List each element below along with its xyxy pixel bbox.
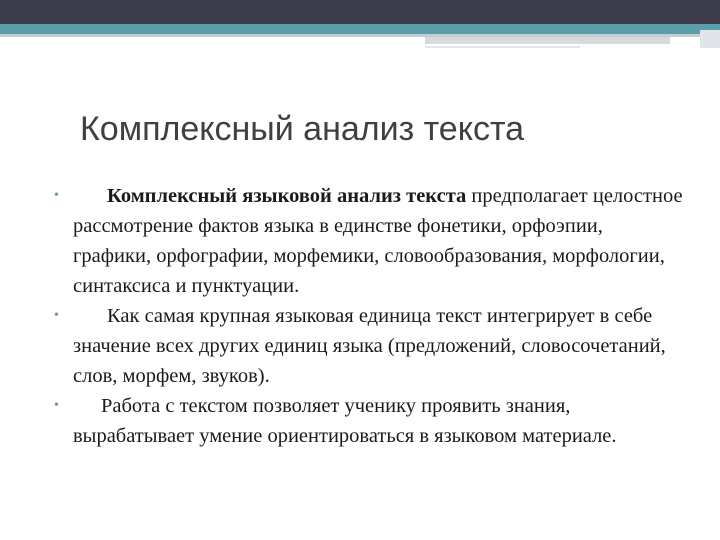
bullet-item [55,181,685,301]
bullet-text: Как самая крупная языковая единица текст интегрирует в себе значение всех других единиц языка (предложений, словосочетаний, слов, морфем, звуков). [73,305,666,387]
header-band-gray-short [425,37,670,44]
bullet-list [55,181,685,451]
bullet-icon: • [54,308,59,323]
header-decoration [0,0,720,50]
bullet-bold-text: Комплексный языковой анализ текста [107,185,467,207]
slide-title: Комплексный анализ текста [80,110,525,148]
header-band-dark [0,0,720,24]
header-band-gray-corner [700,30,720,48]
bullet-text: Работа с текстом позволяет ученику проявить знания, вырабатывает умение ориентироваться в языковом материале. [73,395,617,447]
header-band-line [425,46,580,48]
bullet-icon: • [54,398,59,413]
bullet-item [55,391,685,451]
header-band-teal [0,24,720,34]
bullet-text: предполагает целостное рассмотрение фактов языка в единстве фонетики, орфоэпии, графики, орфографии, морфемики, словообразования, морфологии, синтаксиса и пунктуации. [73,185,683,297]
bullet-icon: • [54,188,59,203]
bullet-item [55,301,685,391]
